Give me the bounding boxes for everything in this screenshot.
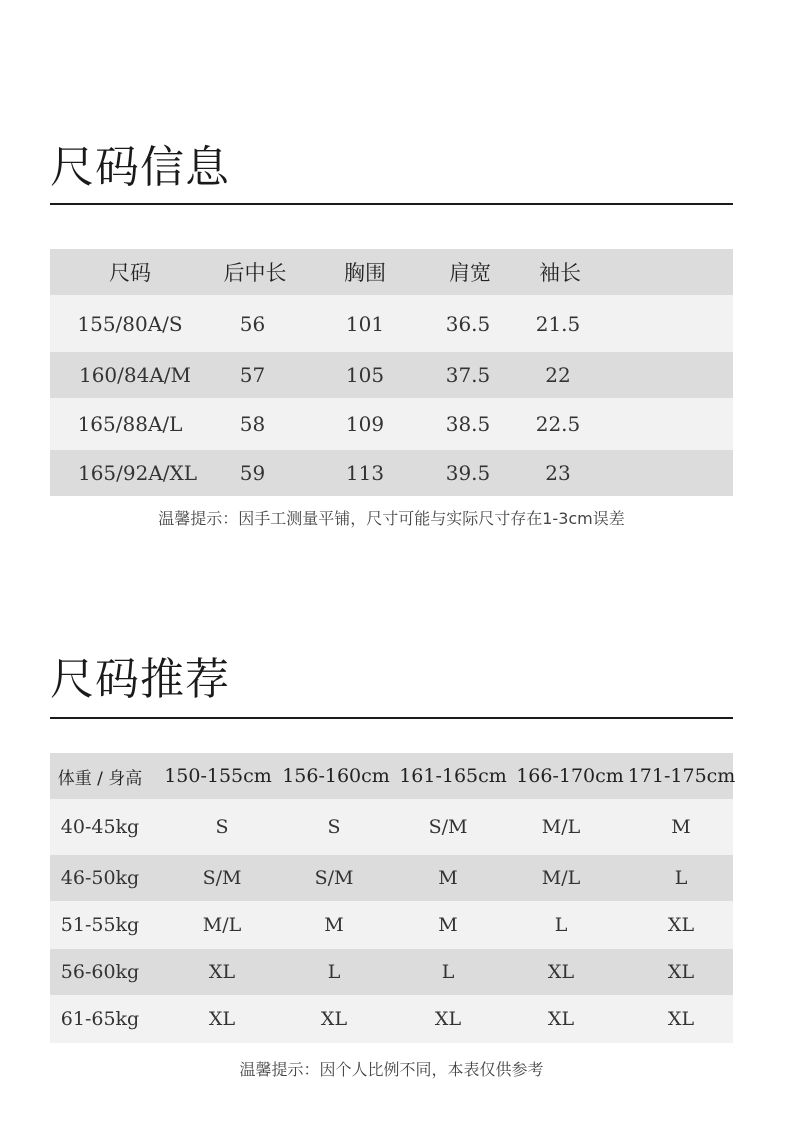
header-height-166-170: 166-170cm <box>516 765 624 787</box>
cell-weight: 61-65kg <box>60 1008 140 1030</box>
cell-size: 165/88A/L <box>77 412 183 436</box>
cell-chest: 101 <box>345 311 385 336</box>
cell-size: M/L <box>202 914 242 936</box>
cell-size: XL <box>667 914 695 936</box>
cell-size: M <box>438 867 458 889</box>
cell-size: XL <box>208 961 236 983</box>
header-size: 尺码 <box>109 261 151 285</box>
cell-size: 165/92A/XL <box>77 461 198 485</box>
size-recommend-title: 尺码推荐 <box>50 654 230 705</box>
cell-size: M/L <box>541 816 581 838</box>
cell-sleeve: 23 <box>545 461 571 485</box>
cell-size: 160/84A/M <box>78 363 192 387</box>
cell-weight: 56-60kg <box>60 961 140 983</box>
cell-size: XL <box>667 1008 695 1030</box>
cell-size: L <box>554 914 568 936</box>
cell-size: M <box>438 914 458 936</box>
cell-size: XL <box>547 961 575 983</box>
cell-size: M <box>671 816 691 838</box>
table-row <box>50 295 733 352</box>
header-height-161-165: 161-165cm <box>399 765 507 787</box>
cell-weight: 40-45kg <box>60 816 140 838</box>
table-row <box>50 450 733 496</box>
cell-chest: 105 <box>345 363 385 387</box>
cell-shoulder: 36.5 <box>445 311 491 336</box>
size-info-title: 尺码信息 <box>50 142 230 193</box>
header-back-length: 后中长 <box>223 261 287 285</box>
size-info-note: 温馨提示：因手工测量平铺，尺寸可能与实际尺寸存在1-3cm误差 <box>158 509 625 528</box>
cell-size: XL <box>320 1008 348 1030</box>
cell-size: S <box>215 816 229 838</box>
cell-shoulder: 38.5 <box>445 412 491 436</box>
table-row <box>50 995 733 1043</box>
header-chest: 胸围 <box>344 261 386 285</box>
cell-size: M/L <box>541 867 581 889</box>
cell-sleeve: 22.5 <box>535 412 581 436</box>
size-recommend-divider <box>50 717 733 719</box>
cell-sleeve: 22 <box>545 363 571 387</box>
cell-size: L <box>674 867 688 889</box>
table-row <box>50 901 733 949</box>
cell-size: M <box>324 914 344 936</box>
header-height-150-155: 150-155cm <box>164 765 272 787</box>
cell-size: S/M <box>314 867 354 889</box>
cell-back-length: 58 <box>239 412 266 436</box>
cell-size: L <box>441 961 455 983</box>
table-row <box>50 949 733 995</box>
header-shoulder: 肩宽 <box>449 261 491 285</box>
table-row <box>50 799 733 855</box>
table-row <box>50 352 733 398</box>
size-recommend-note: 温馨提示：因个人比例不同，本表仅供参考 <box>239 1060 544 1079</box>
header-height-156-160: 156-160cm <box>282 765 390 787</box>
cell-size: 155/80A/S <box>77 311 183 336</box>
header-weight-height: 体重 / 身高 <box>57 768 143 789</box>
size-recommend-table <box>50 753 736 1043</box>
cell-size: XL <box>208 1008 236 1030</box>
cell-sleeve: 21.5 <box>535 311 581 336</box>
cell-size: XL <box>547 1008 575 1030</box>
header-height-171-175: 171-175cm <box>627 765 736 787</box>
cell-shoulder: 39.5 <box>445 461 491 485</box>
cell-back-length: 59 <box>239 461 266 485</box>
cell-size: S <box>327 816 341 838</box>
size-info-table <box>50 249 733 496</box>
cell-size: S/M <box>428 816 468 838</box>
cell-chest: 113 <box>345 461 385 485</box>
table-header-row <box>50 249 733 295</box>
cell-size: XL <box>434 1008 462 1030</box>
cell-weight: 46-50kg <box>60 867 140 889</box>
table-row <box>50 855 733 901</box>
cell-shoulder: 37.5 <box>445 363 491 387</box>
cell-size: S/M <box>202 867 242 889</box>
header-sleeve: 袖长 <box>539 261 581 285</box>
cell-back-length: 56 <box>239 311 266 336</box>
size-info-divider <box>50 203 733 205</box>
cell-back-length: 57 <box>239 363 266 387</box>
table-row <box>50 398 733 450</box>
cell-size: XL <box>667 961 695 983</box>
cell-weight: 51-55kg <box>60 914 140 936</box>
table-header-row <box>50 753 736 799</box>
cell-size: L <box>327 961 341 983</box>
cell-chest: 109 <box>345 412 385 436</box>
